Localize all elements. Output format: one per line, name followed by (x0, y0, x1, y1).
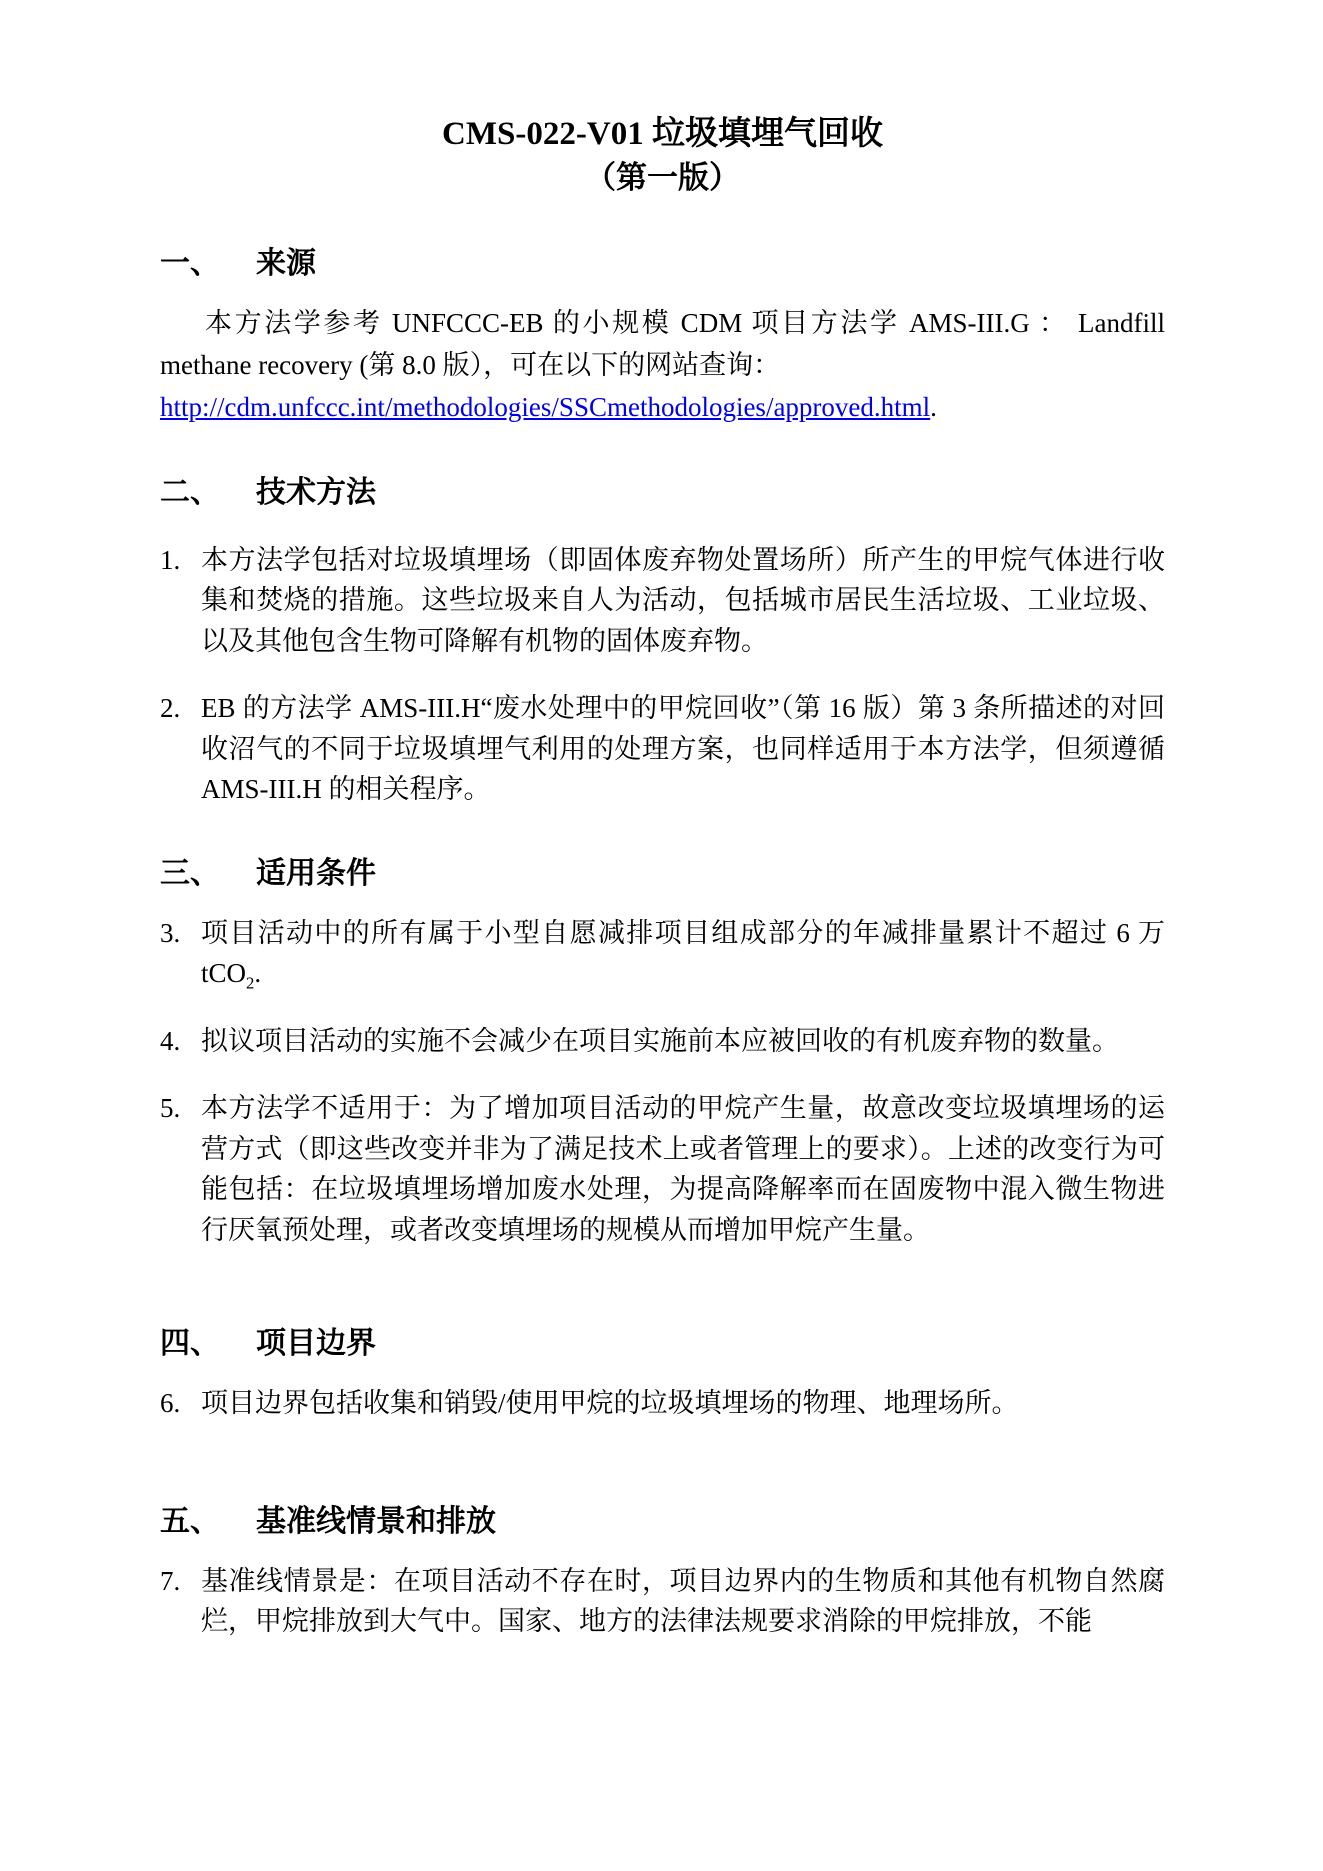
link-suffix: . (930, 392, 937, 423)
section-title: 项目边界 (256, 1327, 376, 1361)
list-item-6 (160, 1383, 1165, 1424)
list-item-7 (160, 1561, 1165, 1642)
item-text-suffix: . (254, 958, 262, 989)
co2-subscript: 2 (246, 973, 255, 993)
item-number: 6. (160, 1388, 181, 1419)
section-heading-applicability (160, 854, 1165, 893)
section-number: 五、 (160, 1504, 220, 1538)
item-text (201, 913, 1165, 994)
section-title: 基准线情景和排放 (256, 1504, 496, 1538)
item-number: 5. (160, 1093, 181, 1124)
item-number: 7. (160, 1565, 181, 1596)
item-number: 4. (160, 1025, 181, 1056)
section-title: 来源 (256, 247, 316, 281)
section-title: 技术方法 (256, 475, 376, 509)
technical-method-list (160, 540, 1165, 810)
item-number: 2. (160, 693, 181, 724)
list-item-3 (160, 913, 1165, 994)
document-subtitle: （第一版） (585, 159, 740, 195)
list-item-5 (160, 1088, 1165, 1250)
link-line (160, 387, 1165, 429)
item-text: 拟议项目活动的实施不会减少在项目实施前本应被回收的有机废弃物的数量。 (201, 1025, 1119, 1056)
section-number: 一、 (160, 247, 220, 281)
section-number: 四、 (160, 1327, 220, 1361)
list-item-2 (160, 688, 1165, 810)
item-text: 本方法学不适用于：为了增加项目活动的甲烷产生量，故意改变垃圾填埋场的运营方式（即这些改变并非为了满足技术上或者管理上的要求）。上述的改变行为可能包括：在垃圾填埋场增加废水处理，为提高降解率而在固废物中混入微生物进行厌氧预处理，或者改变填埋场的规模从而增加甲烷产生量。 (201, 1093, 1165, 1245)
item-number: 1. (160, 544, 181, 575)
document-title: CMS-022-V01 垃圾填埋气回收 (442, 116, 883, 152)
list-item-4 (160, 1021, 1165, 1062)
baseline-list (160, 1561, 1165, 1642)
list-item-1 (160, 540, 1165, 662)
item-text: 本方法学包括对垃圾填埋场（即固体废弃物处置场所）所产生的甲烷气体进行收集和焚烧的措施。这些垃圾来自人为活动，包括城市居民生活垃圾、工业垃圾、以及其他包含生物可降解有机物的固体废弃物。 (201, 544, 1165, 656)
intro-paragraph: 本方法学参考 UNFCCC-EB 的小规模 CDM 项目方法学 AMS-III.G ： Landfill methane recovery (第 8.0 版），可在以下的网站查询： (160, 308, 1165, 381)
section-heading-source (160, 244, 1165, 283)
item-text: 项目边界包括收集和销毁/使用甲烷的垃圾填埋场的物理、地理场所。 (201, 1388, 1019, 1419)
item-text: 基准线情景是：在项目活动不存在时，项目边界内的生物质和其他有机物自然腐烂，甲烷排放到大气中。国家、地方的法律法规要求消除的甲烷排放，不能 (201, 1565, 1165, 1637)
item-text-main: 项目活动中的所有属于小型自愿减排项目组成部分的年减排量累计不超过 6 万 tCO (201, 917, 1165, 989)
item-number: 3. (160, 917, 181, 948)
section-heading-baseline (160, 1502, 1165, 1541)
section-title: 适用条件 (256, 856, 376, 890)
project-boundary-list (160, 1383, 1165, 1424)
section-heading-project-boundary (160, 1324, 1165, 1363)
item-text: EB 的方法学 AMS-III.H“废水处理中的甲烷回收”（第 16 版）第 3 条所描述的对回收沼气的不同于垃圾填埋气利用的处理方案，也同样适用于本方法学，但须遵循 AMS-III.H 的相关程序。 (201, 693, 1165, 805)
section-number: 二、 (160, 475, 220, 509)
section-heading-technical-method (160, 473, 1165, 512)
methodology-link[interactable]: http://cdm.unfccc.int/methodologies/SSCmethodologies/approved.html (160, 392, 931, 423)
section-number: 三、 (160, 856, 220, 890)
applicability-list (160, 913, 1165, 1251)
